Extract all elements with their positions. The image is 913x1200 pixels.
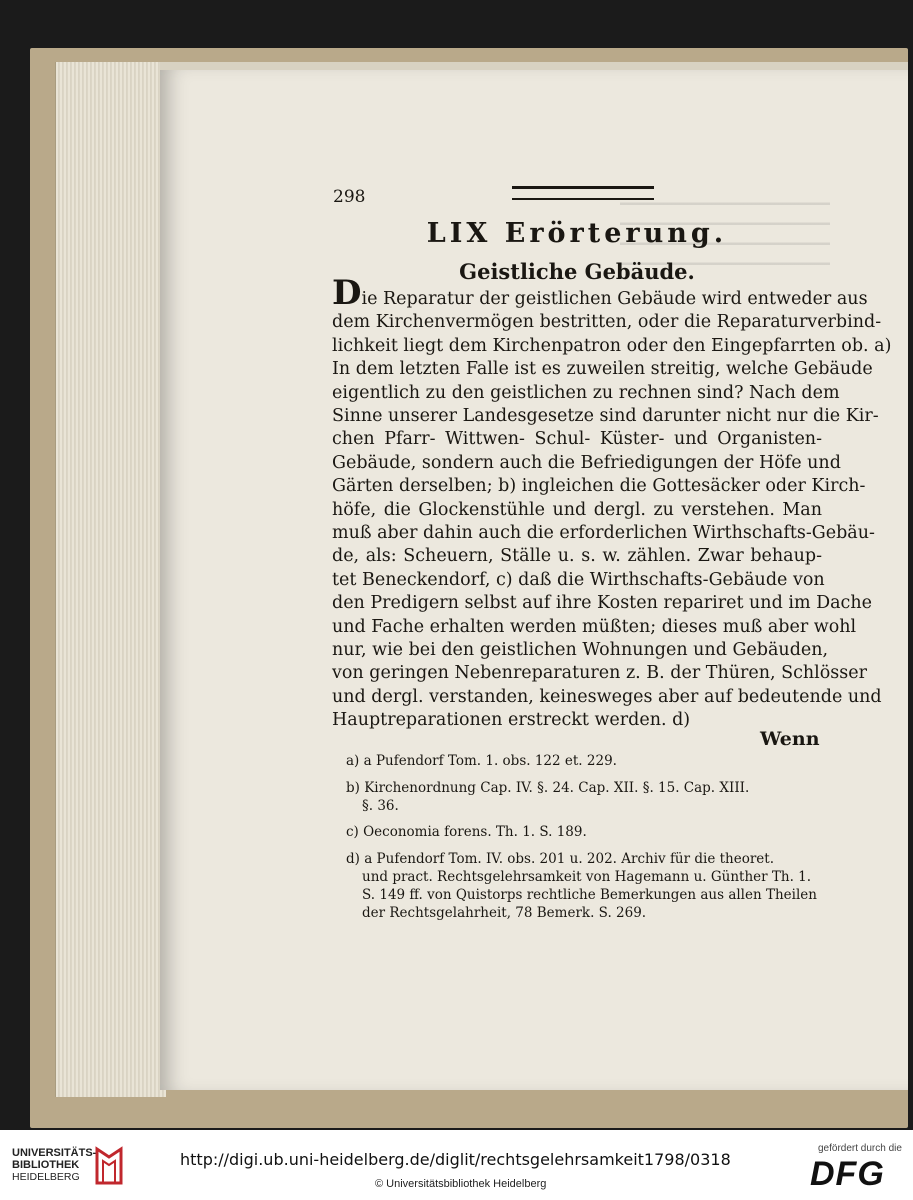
body-line (332, 663, 867, 684)
body-line (332, 569, 825, 590)
body-line (332, 500, 822, 520)
body-line-text: chen Pfarr- Wittwen- Schul- Küster- und Organisten- (332, 429, 822, 450)
footnote-line: c) Oeconomia forens. Th. 1. S. 189. (346, 824, 587, 840)
body-line-text: Gebäude, sondern auch die Befriedigungen der Höfe und (332, 452, 841, 473)
body-line (332, 640, 829, 660)
body-line-text: In dem letzten Falle ist es zuweilen streitig, welche Gebäude (332, 359, 873, 380)
library-logo-text (12, 1147, 96, 1183)
body-line (332, 616, 857, 637)
body-line (332, 546, 822, 566)
body-line-text: Gärten derselben; b) ingleichen die Gottesäcker oder Kirch- (332, 476, 866, 497)
body-line-text: lichkeit liegt dem Kirchenpatron oder den Eingepfarrten ob. a) (332, 335, 892, 356)
footnote-line: §. 36. (362, 798, 399, 814)
footnote-line: d) a Pufendorf Tom. IV. obs. 201 u. 202. Archiv für die theoret. (346, 851, 775, 867)
body-line-text: tet Beneckendorf, c) daß die Wirthschafts-Gebäude von (332, 569, 825, 590)
body-line-text: muß aber dahin auch die erforderlichen Wirthschafts-Gebäu- (332, 523, 875, 543)
body-line (332, 710, 822, 730)
body-line-text: und Fache erhalten werden müßten; dieses muß aber wohl (332, 616, 857, 637)
body-line (332, 429, 822, 449)
dfg-logo: DFG (810, 1155, 885, 1193)
library-line-3: HEIDELBERG (12, 1171, 80, 1183)
body-line-text: eigentlich zu den geistlichen zu rechnen sind? Nach dem (332, 382, 840, 403)
body-line (332, 593, 872, 614)
footnote-line: b) Kirchenordnung Cap. IV. §. 24. Cap. XII. §. 15. Cap. XIII. (346, 780, 750, 796)
body-line-text: Hauptreparationen erstreckt werden. d) (332, 710, 691, 731)
body-line (332, 273, 868, 313)
footnote-line: S. 149 ff. von Quistorps rechtliche Bemerkungen aus allen Theilen (362, 887, 817, 903)
body-line-text: den Predigern selbst auf ihre Kosten repariret und im Dache (332, 593, 872, 614)
footnote-line: der Rechtsgelahrheit, 78 Bemerk. S. 269. (362, 905, 647, 921)
copyright-notice: © Universitätsbibliothek Heidelberg (375, 1178, 547, 1190)
chapter-subtitle: Geistliche Gebäude. (459, 259, 695, 284)
body-line (332, 382, 840, 403)
drop-capital: D (332, 273, 362, 313)
body-line-text: höfe, die Glockenstühle und dergl. zu verstehen. Man (332, 499, 822, 520)
body-line-text: und dergl. verstanden, keinesweges aber auf bedeutende und (332, 686, 882, 707)
body-line-text: dem Kirchenvermögen bestritten, oder die Reparaturverbind- (332, 312, 882, 333)
page-number: 298 (333, 187, 366, 207)
body-line (332, 476, 866, 497)
footnote-line: a) a Pufendorf Tom. 1. obs. 122 et. 229. (346, 753, 617, 769)
body-line-text: de, als: Scheuern, Ställe u. s. w. zählen. Zwar behaup- (332, 546, 822, 567)
body-line (332, 312, 882, 333)
body-line (332, 523, 875, 543)
body-line (332, 686, 882, 707)
body-line (332, 335, 892, 356)
library-logo-icon (95, 1143, 123, 1187)
body-line-text: von geringen Nebenreparaturen z. B. der Thüren, Schlösser (332, 663, 867, 684)
chapter-title: LIX Erörterung. (426, 218, 728, 249)
library-line-2: BIBLIOTHEK (12, 1159, 80, 1171)
body-line-text: ie Reparatur der geistlichen Gebäude wird entweder aus (361, 289, 868, 309)
funded-by-label: gefördert durch die (818, 1143, 902, 1154)
body-line-text: Sinne unserer Landesgesetze sind darunter nicht nur die Kir- (332, 406, 879, 426)
page-edges (55, 62, 166, 1097)
body-line-text: nur, wie bei den geistlichen Wohnungen und Gebäuden, (332, 640, 829, 660)
body-line (332, 406, 879, 426)
catchword: Wenn (760, 728, 820, 750)
library-line-1: UNIVERSITÄTS- (12, 1147, 97, 1159)
footnote-line: und pract. Rechtsgelehrsamkeit von Hagemann u. Günther Th. 1. (362, 869, 812, 885)
header-rule (512, 186, 654, 200)
body-line (332, 359, 873, 380)
body-line (332, 452, 841, 473)
page-url-link[interactable]: http://digi.ub.uni-heidelberg.de/diglit/rechtsgelehrsamkeit1798/0318 (180, 1150, 731, 1169)
